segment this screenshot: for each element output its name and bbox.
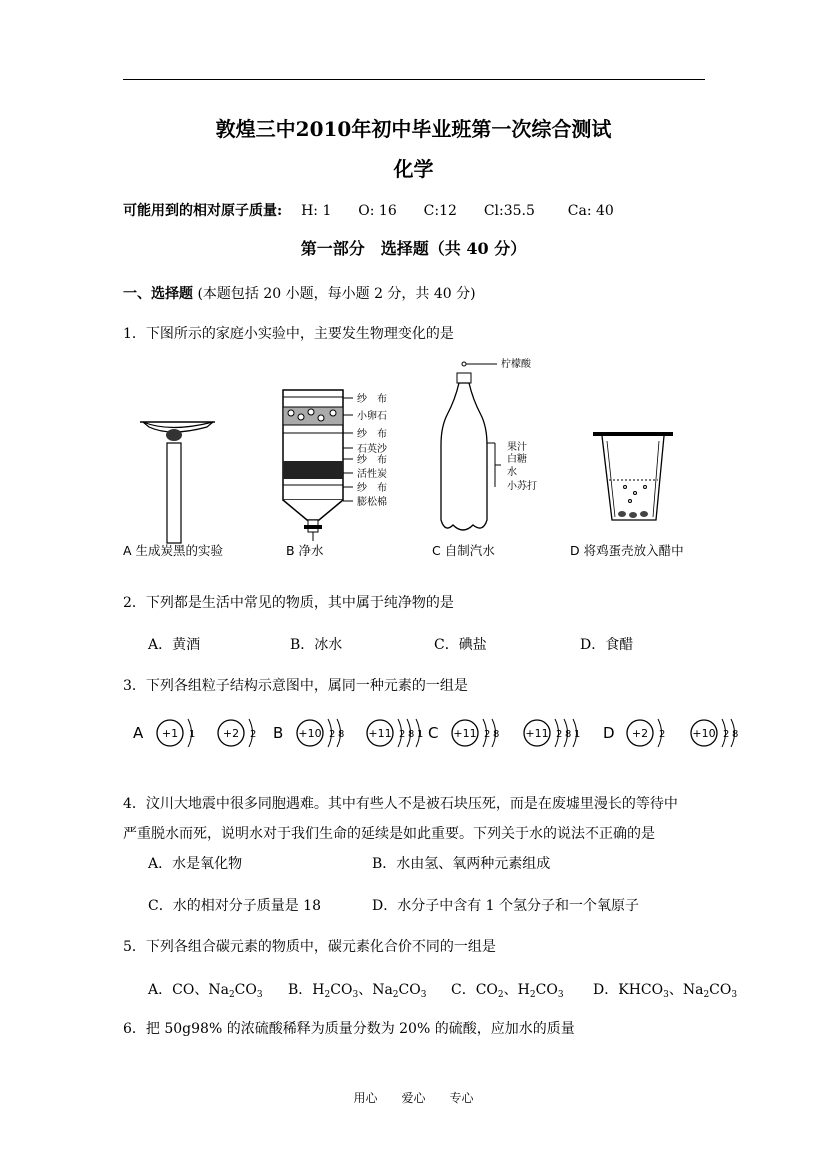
q5-letter-a: A． bbox=[148, 982, 173, 998]
q5-sub: 2 bbox=[529, 990, 536, 1000]
q3-shell-count: 2 bbox=[556, 729, 563, 740]
q5-sub: 2 bbox=[703, 990, 710, 1000]
q5-sub: 3 bbox=[256, 990, 263, 1000]
q5-option-a bbox=[148, 979, 263, 1000]
q3-nucleus-charge: +1 bbox=[161, 727, 179, 740]
header-rule bbox=[123, 79, 705, 80]
filter-label-4: 石英沙 bbox=[357, 444, 387, 455]
q4-option-a: A．水是氧化物 bbox=[148, 856, 243, 872]
page-subtitle: 化学 bbox=[393, 157, 434, 181]
q3-shell-count: 1 bbox=[417, 729, 424, 740]
q2-option-c: C．碘盐 bbox=[434, 637, 487, 653]
q5-sub: 3 bbox=[557, 990, 564, 1000]
q3-shell-count: 1 bbox=[189, 729, 196, 740]
filter-label-5: 纱 布 bbox=[357, 455, 387, 466]
q5-sub: 2 bbox=[497, 990, 504, 1000]
q2-stem: 2．下列都是生活中常见的物质，其中属于纯净物的是 bbox=[123, 595, 454, 611]
q5-option-d bbox=[593, 979, 737, 1000]
q3-shell-count: 8 bbox=[732, 729, 739, 740]
filter-label-3: 纱 布 bbox=[357, 429, 387, 440]
q3-shell-count: 2 bbox=[399, 729, 406, 740]
q3-shell-count: 8 bbox=[408, 729, 415, 740]
section-heading bbox=[123, 283, 476, 303]
q1-caption-b: B 净水 bbox=[286, 543, 324, 558]
q6-stem: 6．把 50g98% 的浓硫酸稀释为质量分数为 20% 的硫酸，应加水的质量 bbox=[123, 1021, 575, 1037]
part-one-title: 第一部分 选择题（共 40 分） bbox=[300, 239, 527, 258]
q3-shell-count: 1 bbox=[574, 729, 581, 740]
atomic-mass-o: O: 16 bbox=[358, 203, 397, 219]
q1-figure bbox=[115, 355, 735, 570]
bottle-label-juice: 果汁 bbox=[507, 442, 527, 453]
q5-c-formula-1: CO bbox=[475, 982, 498, 998]
q5-sub: 2 bbox=[324, 990, 331, 1000]
q5-sub: 2 bbox=[228, 990, 235, 1000]
q2-option-d: D．食醋 bbox=[580, 637, 634, 653]
atomic-mass-label: 可能用到的相对原子质量: bbox=[123, 203, 283, 219]
page-title: 敦煌三中2010年初中毕业班第一次综合测试 bbox=[215, 117, 612, 141]
q5-sep: 、 bbox=[358, 982, 373, 998]
q3-shell-count: 8 bbox=[565, 729, 572, 740]
q2-option-b: B．冰水 bbox=[290, 637, 343, 653]
q5-d-formula-3: CO bbox=[709, 982, 732, 998]
bottle-label-soda: 小苏打 bbox=[507, 481, 537, 492]
atomic-mass-c: C:12 bbox=[423, 203, 457, 219]
q5-sub: 3 bbox=[352, 990, 359, 1000]
candle-plate-diagram bbox=[140, 422, 215, 543]
q4-stem-line1: 4．汶川大地震中很多同胞遇难。其中有些人不是被石块压死，而是在废墟里漫长的等待中 bbox=[123, 796, 678, 812]
section-note: (本题包括 20 小题，每小题 2 分，共 40 分) bbox=[197, 286, 476, 302]
q5-option-c bbox=[451, 979, 564, 1000]
q4-stem-line2: 严重脱水而死，说明水对于我们生命的延续是如此重要。下列关于水的说法不正确的是 bbox=[123, 826, 655, 842]
filter-label-1: 纱 布 bbox=[357, 394, 387, 405]
page-footer: 用心 爱心 专心 bbox=[353, 1091, 474, 1105]
bottle-label-sugar: 白糖 bbox=[507, 454, 527, 465]
q5-a-formula-3: CO bbox=[234, 982, 257, 998]
q5-c-formula-2: H bbox=[517, 982, 530, 998]
filter-label-2: 小卵石 bbox=[357, 411, 387, 422]
water-filter-diagram bbox=[283, 390, 353, 541]
q3-nucleus-charge: +11 bbox=[453, 727, 477, 740]
q1-caption-a: A 生成炭黑的实验 bbox=[123, 543, 224, 558]
q3-shell-count: 2 bbox=[723, 729, 730, 740]
q3-stem: 3．下列各组粒子结构示意图中，属同一种元素的一组是 bbox=[123, 678, 468, 694]
beaker-eggshell-diagram bbox=[593, 432, 673, 520]
bottle-label-water: 水 bbox=[507, 467, 517, 478]
q5-sep: 、 bbox=[503, 982, 518, 998]
q5-a-formula-2: Na bbox=[208, 982, 229, 998]
q5-d-formula-2: Na bbox=[682, 982, 704, 998]
q4-option-d: D．水分子中含有 1 个氢分子和一个氧原子 bbox=[372, 898, 640, 914]
atomic-mass-ca: Ca: 40 bbox=[567, 203, 614, 219]
q3-shell-count: 2 bbox=[484, 729, 491, 740]
q5-letter-d: D． bbox=[593, 982, 619, 998]
atomic-mass-cl: Cl:35.5 bbox=[483, 203, 535, 219]
q5-sub: 3 bbox=[420, 990, 427, 1000]
q3-figure bbox=[125, 708, 739, 760]
q5-b-formula-4: CO bbox=[398, 982, 421, 998]
q3-nucleus-charge: +2 bbox=[222, 727, 240, 740]
q5-stem: 5．下列各组合碳元素的物质中，碳元素化合价不同的一组是 bbox=[123, 939, 496, 955]
q3-shell-count: 2 bbox=[659, 729, 666, 740]
filter-label-6: 活性炭 bbox=[357, 469, 387, 480]
filter-label-7: 纱 布 bbox=[357, 483, 387, 494]
q3-shell-count: 2 bbox=[250, 729, 257, 740]
q5-b-formula-1: H bbox=[312, 982, 325, 998]
q5-sep: 、 bbox=[194, 982, 209, 998]
q1-stem: 1．下图所示的家庭小实验中，主要发生物理变化的是 bbox=[123, 326, 454, 342]
q4-option-b: B．水由氢、氧两种元素组成 bbox=[372, 856, 551, 872]
filter-label-8: 膨松棉 bbox=[357, 497, 387, 508]
q4-option-c: C．水的相对分子质量是 18 bbox=[148, 898, 321, 914]
q3-shell-count: 2 bbox=[329, 729, 336, 740]
q5-b-formula-3: Na bbox=[372, 982, 393, 998]
q5-sub: 3 bbox=[731, 990, 738, 1000]
q5-letter-b: B． bbox=[288, 982, 313, 998]
q5-d-formula-1: KHCO bbox=[618, 982, 664, 998]
q3-group-letter-a: A bbox=[133, 724, 144, 742]
q3-nucleus-charge: +11 bbox=[525, 727, 549, 740]
q5-a-formula-1: CO bbox=[172, 982, 195, 998]
q3-nucleus-charge: +10 bbox=[298, 727, 322, 740]
q5-sub: 2 bbox=[392, 990, 399, 1000]
q3-shell-count: 8 bbox=[493, 729, 500, 740]
q5-b-formula-2: CO bbox=[330, 982, 353, 998]
q3-group-letter-c: C bbox=[428, 724, 439, 742]
bottle-label-citric: 柠檬酸 bbox=[501, 359, 531, 370]
q3-nucleus-charge: +10 bbox=[692, 727, 716, 740]
q3-shell-count: 8 bbox=[338, 729, 345, 740]
q5-option-b bbox=[288, 979, 426, 1000]
atomic-mass-line bbox=[123, 200, 614, 220]
q5-c-formula-3: CO bbox=[535, 982, 558, 998]
q5-sep: 、 bbox=[668, 982, 683, 998]
q3-group-letter-b: B bbox=[273, 724, 284, 742]
q1-caption-c: C 自制汽水 bbox=[432, 543, 495, 558]
q3-group-letter-d: D bbox=[603, 724, 615, 742]
q5-letter-c: C． bbox=[451, 982, 476, 998]
q5-sub: 3 bbox=[663, 990, 669, 1000]
atomic-mass-h: H: 1 bbox=[301, 203, 332, 219]
q3-nucleus-charge: +2 bbox=[631, 727, 649, 740]
soda-bottle-diagram bbox=[441, 362, 501, 530]
q3-nucleus-charge: +11 bbox=[368, 727, 392, 740]
q2-option-a: A．黄酒 bbox=[148, 637, 201, 653]
q1-caption-d: D 将鸡蛋壳放入醋中 bbox=[570, 543, 684, 558]
section-label: 一、选择题 bbox=[123, 286, 193, 302]
